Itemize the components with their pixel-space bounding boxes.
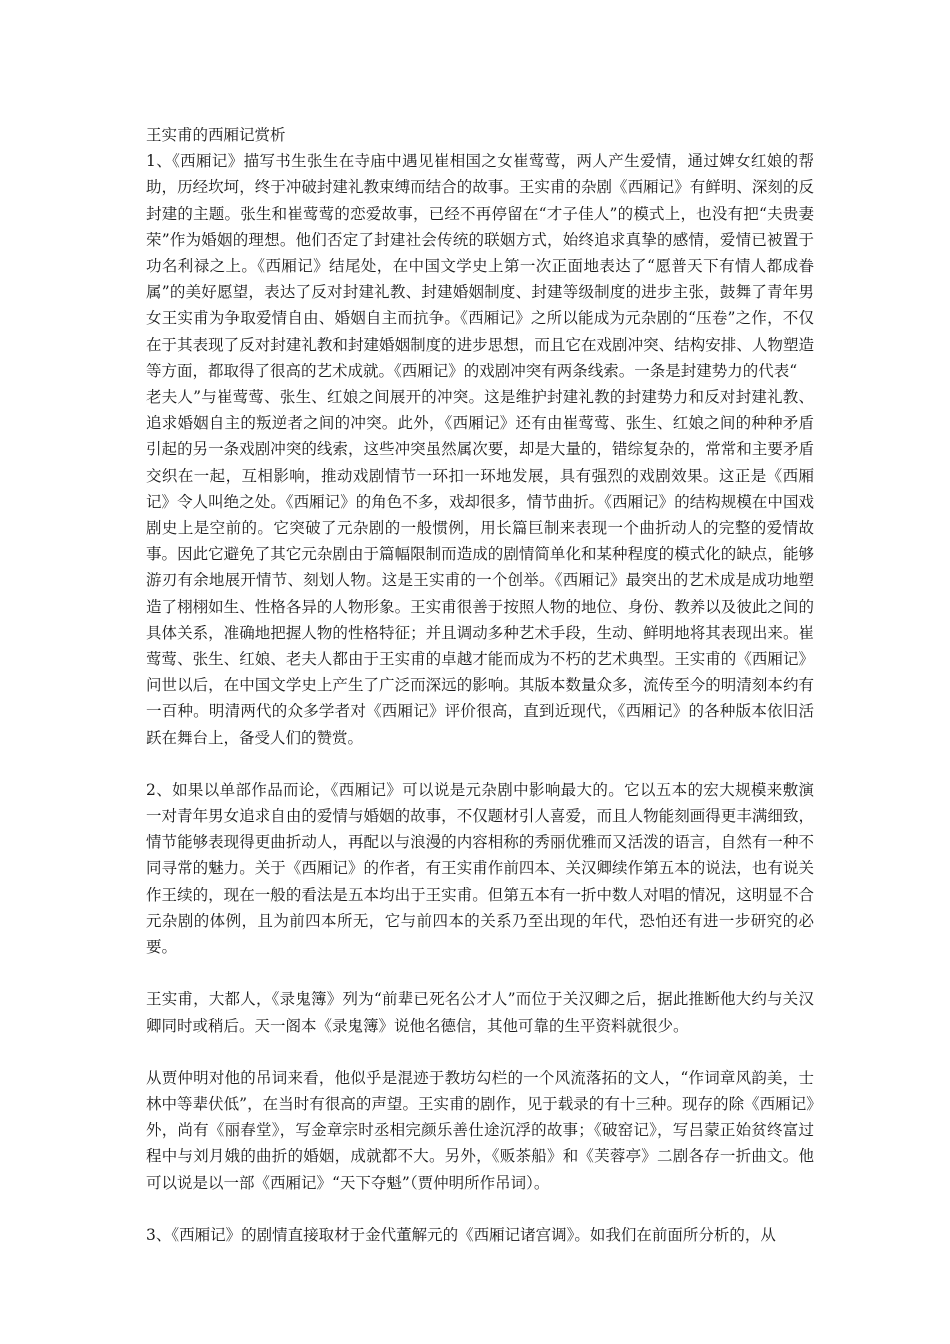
paragraph-spacer — [146, 960, 814, 986]
document-body — [146, 122, 814, 1248]
paragraph-4: 从贾仲明对他的吊词来看，他似乎是混迹于教坊勾栏的一个风流落拓的文人，“作词章风韵美，士林中等辈伏低”，在当时有很高的声望。王实甫的剧作，见于载录的有十三种。现存的除《西厢记》外，尚有《丽春堂》，写金章宗时丞相完颜乐善仕途沉浮的故事；《破窑记》，写吕蒙正始贫终富过程中与刘月娥的曲折的婚姻，成就都不大。另外，《贩茶船》和《芙蓉亭》二剧各存一折曲文。他可以说是以一部《西厢记》“天下夺魁”（贾仲明所作吊词）。 — [146, 1068, 814, 1192]
paragraph-3: 王实甫，大都人，《录鬼簿》列为“前辈已死名公才人”而位于关汉卿之后，据此推断他大约与关汉卿同时或稍后。天一阁本《录鬼簿》说他名德信，其他可靠的生平资料就很少。 — [146, 990, 814, 1035]
paragraph-spacer — [146, 751, 814, 777]
paragraph-spacer — [146, 1039, 814, 1065]
paragraph-2: 2、如果以单部作品而论，《西厢记》可以说是元杂剧中影响最大的。它以五本的宏大规模来敷演一对青年男女追求自由的爱情与婚姻的故事，不仅题材引人喜爱，而且人物能刻画得更丰满细致，情节能够表现得更曲折动人，再配以与浪漫的内容相称的秀丽优雅而又活泼的语言，自然有一种不同寻常的魅力。关于《西厢记》的作者，有王实甫作前四本、关汉卿续作第五本的说法，也有说关作王续的，现在一般的看法是五本均出于王实甫。但第五本有一折中数人对唱的情况，这明显不合元杂剧的体例，且为前四本所无，它与前四本的关系乃至出现的年代，恐怕还有进一步研究的必要。 — [146, 780, 814, 957]
paragraph-1: 1、《西厢记》描写书生张生在寺庙中遇见崔相国之女崔莺莺，两人产生爱情，通过婢女红娘的帮助，历经坎坷，终于冲破封建礼教束缚而结合的故事。王实甫的杂剧《西厢记》有鲜明、深刻的反封建的主题。张生和崔莺莺的恋爱故事，已经不再停留在“才子佳人”的模式上，也没有把“夫贵妻荣”作为婚姻的理想。他们否定了封建社会传统的联姻方式，始终追求真挚的感情，爱情已被置于功名利禄之上。《西厢记》结尾处，在中国文学史上第一次正面地表达了“愿普天下有情人都成眷属”的美好愿望，表达了反对封建礼教、封建婚姻制度、封建等级制度的进步主张，鼓舞了青年男女王实甫为争取爱情自由、婚姻自主而抗争。《西厢记》之所以能成为元杂剧的“压卷”之作，不仅在于其表现了反对封建礼教和封建婚姻制度的进步思想，而且它在戏剧冲突、结构安排、人物塑造等方面，都取得了很高的艺术成就。《西厢记》的戏剧冲突有两条线索。一条是封建势力的代表“ 老夫人”与崔莺莺、张生、红娘之间展开的冲突。这是维护封建礼教的封建势力和反对封建礼教、追求婚姻自主的叛逆者之间的冲突。此外，《西厢记》还有由崔莺莺、张生、红娘之间的种种矛盾引起的另一条戏剧冲突的线索，这些冲突虽然属次要，却是大量的，错综复杂的，常常和主要矛盾交织在一起，互相影响，推动戏剧情节一环扣一环地发展，具有强烈的戏剧效果。这正是《西厢记》令人叫绝之处。《西厢记》的角色不多，戏却很多，情节曲折。《西厢记》的结构规模在中国戏剧史上是空前的。它突破了元杂剧的一般惯例，用长篇巨制来表现一个曲折动人的完整的爱情故事。因此它避免了其它元杂剧由于篇幅限制而造成的剧情简单化和某种程度的模式化的缺点，能够游刃有余地展开情节、刻划人物。这是王实甫的一个创举。《西厢记》最突出的艺术成是成功地塑造了栩栩如生、性格各异的人物形象。王实甫很善于按照人物的地位、身份、教养以及彼此之间的具体关系，准确地把握人物的性格特征；并且调动多种艺术手段，生动、鲜明地将其表现出来。崔莺莺、张生、红娘、老夫人都由于王实甫的卓越才能而成为不朽的艺术典型。王实甫的《西厢记》问世以后，在中国文学史上产生了广泛而深远的影响。其版本数量众多，流传至今的明清刻本约有一百种。明清两代的众多学者对《西厢记》评价很高，直到近现代，《西厢记》的各种版本依旧活跃在舞台上，备受人们的赞赏。 — [146, 152, 814, 747]
document-title: 王实甫的西厢记赏析 — [146, 126, 286, 144]
paragraph-spacer — [146, 1196, 814, 1222]
paragraph-5: 3、《西厢记》的剧情直接取材于金代董解元的《西厢记诸宫调》。如我们在前面所分析的，从 — [146, 1225, 776, 1244]
